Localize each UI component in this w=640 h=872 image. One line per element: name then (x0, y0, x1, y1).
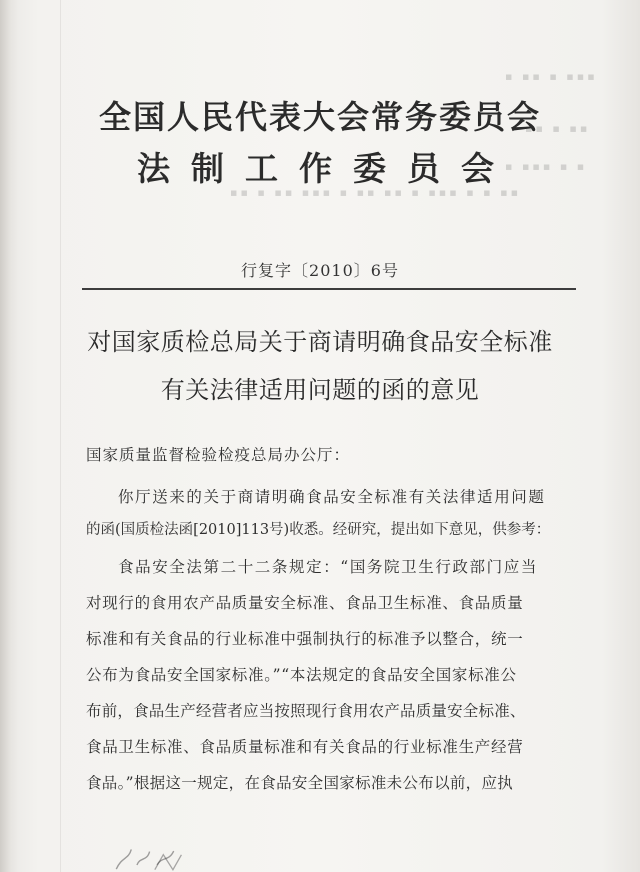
body-line: 食品安全法第二十二条规定：“国务院卫生行政部门应当 (118, 558, 538, 576)
issuing-organization-line2: 法制工作委员会 (137, 149, 515, 188)
bleed-through-mark: ▪▪ ▪ ▪▪ (525, 122, 591, 135)
bleed-through-mark: ▪ ▪▪▪ ▪ ▪ (505, 160, 588, 173)
body-line: 食品。”根据这一规定，在食品安全国家标准未公布以前，应执 (86, 774, 514, 792)
issuing-organization-line1: 全国人民代表大会常务委员会 (98, 98, 541, 136)
body-line: 标准和有关食品的行业标准中强制执行的标准予以整合，统一 (86, 630, 524, 648)
body-line: 食品卫生标准、食品质量标准和有关食品的行业标准生产经营 (86, 738, 524, 756)
addressee: 国家质量监督检验检疫总局办公厅： (86, 446, 351, 464)
body-line: 的函(国质检法函[2010]113号)收悉。经研究，提出如下意见，供参考： (86, 522, 551, 538)
handwritten-mark (149, 844, 192, 872)
body-line: 布前，食品生产经营者应当按照现行食用农产品质量安全标准、 (86, 702, 526, 720)
body-line: 对现行的食用农产品质量安全标准、食品卫生标准、食品质量 (86, 594, 524, 612)
body-line: 你厅送来的关于商请明确食品安全标准有关法律适用问题 (118, 488, 546, 506)
document-number: 行复字〔2010〕6号 (241, 261, 399, 280)
bleed-through-mark: ▪▪ ▪ ▪▪ ▪▪▪ ▪ ▪▪ ▪▪ ▪ ▪▪▪ ▪ ▪ ▪▪ (230, 186, 522, 199)
body-line: 公布为食品安全国家标准。”“本法规定的食品安全国家标准公 (86, 666, 517, 684)
header-divider (82, 288, 576, 290)
document-title-line2: 有关法律适用问题的函的意见 (160, 376, 480, 404)
document-title-line1: 对国家质检总局关于商请明确食品安全标准 (87, 328, 553, 356)
bleed-through-mark: ▪ ▪▪ ▪ ▪▪▪ (505, 70, 598, 83)
